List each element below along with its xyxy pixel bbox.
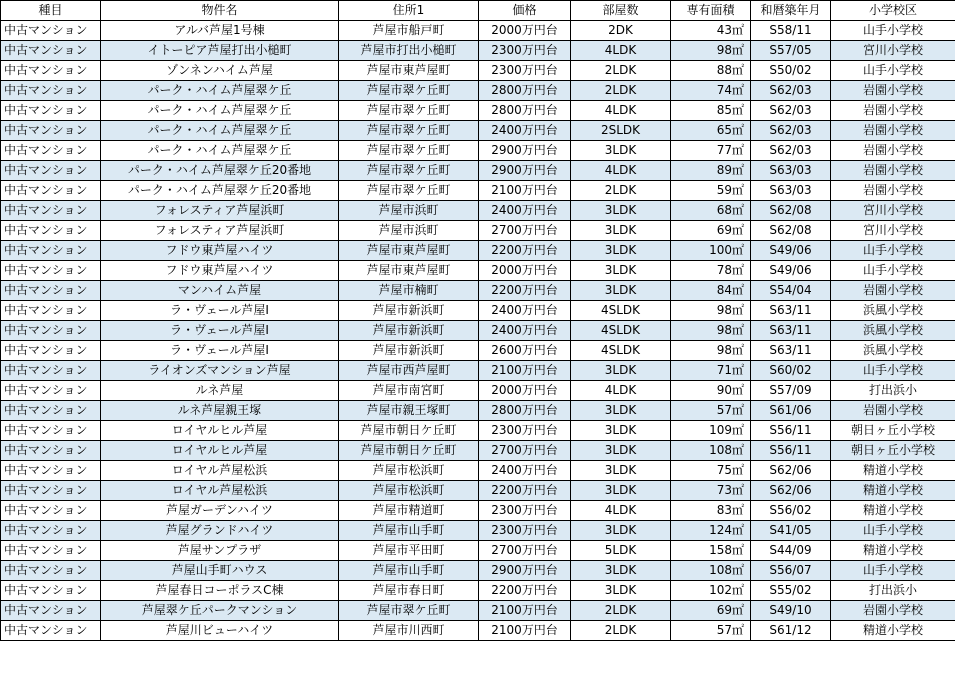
table-row [1, 261, 955, 281]
cell-area: 75㎡ [671, 461, 751, 481]
cell-address: 芦屋市松浜町 [339, 481, 479, 501]
cell-school: 精道小学校 [831, 501, 955, 521]
cell-built: S61/12 [751, 621, 831, 641]
table-row [1, 601, 955, 621]
cell-price: 2200万円台 [479, 481, 571, 501]
cell-school: 精道小学校 [831, 461, 955, 481]
cell-area: 100㎡ [671, 241, 751, 261]
cell-type: 中古マンション [1, 241, 101, 261]
cell-built: S63/11 [751, 301, 831, 321]
cell-type: 中古マンション [1, 81, 101, 101]
header-built: 和暦築年月 [751, 1, 831, 21]
table-row [1, 461, 955, 481]
table-row [1, 581, 955, 601]
cell-built: S49/06 [751, 241, 831, 261]
cell-school: 浜風小学校 [831, 321, 955, 341]
cell-built: S56/11 [751, 441, 831, 461]
cell-property-name: パーク・ハイム芦屋翠ケ丘 [101, 81, 339, 101]
cell-rooms: 3LDK [571, 141, 671, 161]
table-row [1, 281, 955, 301]
cell-school: 精道小学校 [831, 481, 955, 501]
cell-rooms: 3LDK [571, 221, 671, 241]
cell-type: 中古マンション [1, 221, 101, 241]
cell-type: 中古マンション [1, 441, 101, 461]
cell-area: 108㎡ [671, 441, 751, 461]
cell-rooms: 4LDK [571, 41, 671, 61]
table-row [1, 221, 955, 241]
cell-property-name: 芦屋サンプラザ [101, 541, 339, 561]
cell-price: 2200万円台 [479, 581, 571, 601]
cell-rooms: 4SLDK [571, 341, 671, 361]
cell-area: 57㎡ [671, 621, 751, 641]
cell-school: 山手小学校 [831, 561, 955, 581]
cell-type: 中古マンション [1, 501, 101, 521]
cell-type: 中古マンション [1, 41, 101, 61]
header-type: 種目 [1, 1, 101, 21]
cell-address: 芦屋市打出小槌町 [339, 41, 479, 61]
cell-property-name: アルバ芦屋1号棟 [101, 21, 339, 41]
cell-address: 芦屋市浜町 [339, 201, 479, 221]
cell-address: 芦屋市新浜町 [339, 321, 479, 341]
cell-price: 2000万円台 [479, 261, 571, 281]
cell-school: 朝日ヶ丘小学校 [831, 441, 955, 461]
cell-built: S57/09 [751, 381, 831, 401]
cell-type: 中古マンション [1, 181, 101, 201]
cell-type: 中古マンション [1, 301, 101, 321]
cell-rooms: 2LDK [571, 621, 671, 641]
cell-rooms: 3LDK [571, 461, 671, 481]
table-row [1, 41, 955, 61]
cell-address: 芦屋市東芦屋町 [339, 261, 479, 281]
cell-address: 芦屋市南宮町 [339, 381, 479, 401]
cell-type: 中古マンション [1, 561, 101, 581]
cell-property-name: 芦屋翠ケ丘パークマンション [101, 601, 339, 621]
cell-built: S63/11 [751, 321, 831, 341]
cell-address: 芦屋市平田町 [339, 541, 479, 561]
cell-rooms: 3LDK [571, 481, 671, 501]
cell-area: 124㎡ [671, 521, 751, 541]
cell-built: S62/06 [751, 481, 831, 501]
cell-built: S41/05 [751, 521, 831, 541]
cell-property-name: 芦屋ガーデンハイツ [101, 501, 339, 521]
cell-built: S55/02 [751, 581, 831, 601]
cell-school: 岩園小学校 [831, 601, 955, 621]
cell-address: 芦屋市翠ケ丘町 [339, 101, 479, 121]
cell-rooms: 3LDK [571, 241, 671, 261]
cell-rooms: 3LDK [571, 201, 671, 221]
cell-rooms: 2LDK [571, 181, 671, 201]
cell-type: 中古マンション [1, 361, 101, 381]
cell-school: 宮川小学校 [831, 201, 955, 221]
table-row [1, 321, 955, 341]
cell-rooms: 3LDK [571, 261, 671, 281]
cell-property-name: ラ・ヴェール芦屋Ⅰ [101, 301, 339, 321]
cell-rooms: 3LDK [571, 581, 671, 601]
cell-price: 2100万円台 [479, 181, 571, 201]
cell-area: 98㎡ [671, 301, 751, 321]
cell-address: 芦屋市親王塚町 [339, 401, 479, 421]
cell-price: 2800万円台 [479, 401, 571, 421]
cell-school: 宮川小学校 [831, 221, 955, 241]
cell-property-name: フォレスティア芦屋浜町 [101, 201, 339, 221]
cell-built: S56/02 [751, 501, 831, 521]
cell-built: S62/06 [751, 461, 831, 481]
cell-built: S57/05 [751, 41, 831, 61]
cell-rooms: 2LDK [571, 601, 671, 621]
cell-price: 2100万円台 [479, 361, 571, 381]
cell-area: 90㎡ [671, 381, 751, 401]
cell-type: 中古マンション [1, 581, 101, 601]
cell-rooms: 3LDK [571, 421, 671, 441]
cell-type: 中古マンション [1, 401, 101, 421]
cell-property-name: ラ・ヴェール芦屋Ⅰ [101, 341, 339, 361]
cell-price: 2400万円台 [479, 461, 571, 481]
cell-built: S62/08 [751, 201, 831, 221]
cell-rooms: 3LDK [571, 561, 671, 581]
cell-property-name: 芦屋春日コーポラスC棟 [101, 581, 339, 601]
cell-school: 朝日ヶ丘小学校 [831, 421, 955, 441]
cell-area: 69㎡ [671, 221, 751, 241]
cell-property-name: ゾンネンハイム芦屋 [101, 61, 339, 81]
cell-price: 2300万円台 [479, 61, 571, 81]
cell-address: 芦屋市春日町 [339, 581, 479, 601]
cell-type: 中古マンション [1, 201, 101, 221]
table-row [1, 101, 955, 121]
table-body [1, 21, 955, 641]
cell-address: 芦屋市朝日ケ丘町 [339, 421, 479, 441]
cell-rooms: 3LDK [571, 281, 671, 301]
cell-school: 打出浜小 [831, 581, 955, 601]
header-address: 住所1 [339, 1, 479, 21]
cell-rooms: 4LDK [571, 101, 671, 121]
cell-address: 芦屋市翠ケ丘町 [339, 81, 479, 101]
cell-property-name: 芦屋川ビューハイツ [101, 621, 339, 641]
cell-price: 2700万円台 [479, 221, 571, 241]
cell-area: 57㎡ [671, 401, 751, 421]
cell-property-name: パーク・ハイム芦屋翠ケ丘 [101, 121, 339, 141]
cell-price: 2900万円台 [479, 141, 571, 161]
cell-address: 芦屋市山手町 [339, 561, 479, 581]
cell-address: 芦屋市東芦屋町 [339, 61, 479, 81]
cell-type: 中古マンション [1, 281, 101, 301]
cell-school: 山手小学校 [831, 61, 955, 81]
cell-type: 中古マンション [1, 481, 101, 501]
cell-rooms: 5LDK [571, 541, 671, 561]
cell-school: 岩園小学校 [831, 161, 955, 181]
cell-property-name: ルネ芦屋 [101, 381, 339, 401]
cell-area: 83㎡ [671, 501, 751, 521]
cell-built: S62/03 [751, 141, 831, 161]
cell-address: 芦屋市東芦屋町 [339, 241, 479, 261]
cell-type: 中古マンション [1, 121, 101, 141]
cell-price: 2300万円台 [479, 501, 571, 521]
cell-address: 芦屋市翠ケ丘町 [339, 601, 479, 621]
cell-area: 74㎡ [671, 81, 751, 101]
cell-school: 岩園小学校 [831, 81, 955, 101]
cell-school: 岩園小学校 [831, 101, 955, 121]
cell-property-name: 芦屋グランドハイツ [101, 521, 339, 541]
cell-rooms: 4SLDK [571, 321, 671, 341]
cell-price: 2900万円台 [479, 561, 571, 581]
cell-price: 2000万円台 [479, 21, 571, 41]
cell-area: 84㎡ [671, 281, 751, 301]
cell-school: 山手小学校 [831, 241, 955, 261]
cell-school: 精道小学校 [831, 541, 955, 561]
cell-address: 芦屋市山手町 [339, 521, 479, 541]
header-row [1, 1, 955, 21]
cell-address: 芦屋市新浜町 [339, 301, 479, 321]
cell-address: 芦屋市浜町 [339, 221, 479, 241]
cell-type: 中古マンション [1, 521, 101, 541]
cell-property-name: パーク・ハイム芦屋翠ケ丘 [101, 141, 339, 161]
cell-area: 78㎡ [671, 261, 751, 281]
cell-price: 2400万円台 [479, 201, 571, 221]
cell-built: S63/03 [751, 181, 831, 201]
cell-type: 中古マンション [1, 141, 101, 161]
cell-price: 2600万円台 [479, 341, 571, 361]
cell-type: 中古マンション [1, 61, 101, 81]
cell-rooms: 4LDK [571, 381, 671, 401]
cell-rooms: 2DK [571, 21, 671, 41]
cell-type: 中古マンション [1, 21, 101, 41]
cell-price: 2400万円台 [479, 121, 571, 141]
cell-area: 109㎡ [671, 421, 751, 441]
cell-address: 芦屋市川西町 [339, 621, 479, 641]
cell-address: 芦屋市松浜町 [339, 461, 479, 481]
table-row [1, 141, 955, 161]
cell-property-name: ロイヤル芦屋松浜 [101, 481, 339, 501]
cell-area: 59㎡ [671, 181, 751, 201]
cell-type: 中古マンション [1, 161, 101, 181]
cell-school: 岩園小学校 [831, 121, 955, 141]
table-row [1, 181, 955, 201]
cell-price: 2400万円台 [479, 321, 571, 341]
cell-area: 43㎡ [671, 21, 751, 41]
cell-address: 芦屋市楠町 [339, 281, 479, 301]
table-row [1, 361, 955, 381]
cell-school: 岩園小学校 [831, 401, 955, 421]
cell-built: S63/11 [751, 341, 831, 361]
cell-school: 岩園小学校 [831, 281, 955, 301]
cell-address: 芦屋市船戸町 [339, 21, 479, 41]
table-row [1, 621, 955, 641]
cell-area: 102㎡ [671, 581, 751, 601]
cell-rooms: 4SLDK [571, 301, 671, 321]
cell-area: 98㎡ [671, 321, 751, 341]
cell-price: 2300万円台 [479, 421, 571, 441]
table-row [1, 121, 955, 141]
cell-area: 108㎡ [671, 561, 751, 581]
cell-rooms: 3LDK [571, 441, 671, 461]
cell-rooms: 3LDK [571, 521, 671, 541]
cell-price: 2800万円台 [479, 81, 571, 101]
cell-school: 浜風小学校 [831, 301, 955, 321]
cell-school: 山手小学校 [831, 361, 955, 381]
cell-type: 中古マンション [1, 341, 101, 361]
cell-property-name: パーク・ハイム芦屋翠ケ丘20番地 [101, 161, 339, 181]
cell-type: 中古マンション [1, 461, 101, 481]
cell-built: S50/02 [751, 61, 831, 81]
cell-type: 中古マンション [1, 381, 101, 401]
cell-school: 山手小学校 [831, 21, 955, 41]
cell-school: 山手小学校 [831, 261, 955, 281]
cell-school: 岩園小学校 [831, 141, 955, 161]
cell-property-name: ロイヤル芦屋松浜 [101, 461, 339, 481]
cell-school: 宮川小学校 [831, 41, 955, 61]
cell-property-name: ライオンズマンション芦屋 [101, 361, 339, 381]
table-row [1, 61, 955, 81]
table-row [1, 381, 955, 401]
cell-price: 2700万円台 [479, 441, 571, 461]
cell-rooms: 2SLDK [571, 121, 671, 141]
cell-price: 2000万円台 [479, 381, 571, 401]
cell-price: 2100万円台 [479, 621, 571, 641]
cell-built: S61/06 [751, 401, 831, 421]
table-row [1, 241, 955, 261]
cell-price: 2200万円台 [479, 281, 571, 301]
table-row [1, 421, 955, 441]
cell-rooms: 2LDK [571, 81, 671, 101]
header-price: 価格 [479, 1, 571, 21]
cell-built: S49/06 [751, 261, 831, 281]
cell-school: 浜風小学校 [831, 341, 955, 361]
table-row [1, 541, 955, 561]
cell-built: S62/03 [751, 121, 831, 141]
table-row [1, 521, 955, 541]
cell-rooms: 3LDK [571, 401, 671, 421]
cell-address: 芦屋市翠ケ丘町 [339, 121, 479, 141]
table-row [1, 501, 955, 521]
cell-type: 中古マンション [1, 421, 101, 441]
cell-rooms: 2LDK [571, 61, 671, 81]
table-row [1, 441, 955, 461]
cell-price: 2300万円台 [479, 41, 571, 61]
cell-property-name: ラ・ヴェール芦屋Ⅰ [101, 321, 339, 341]
cell-rooms: 4LDK [571, 501, 671, 521]
cell-address: 芦屋市翠ケ丘町 [339, 181, 479, 201]
table-row [1, 201, 955, 221]
header-property-name: 物件名 [101, 1, 339, 21]
cell-price: 2100万円台 [479, 601, 571, 621]
cell-property-name: フォレスティア芦屋浜町 [101, 221, 339, 241]
cell-school: 精道小学校 [831, 621, 955, 641]
cell-school: 打出浜小 [831, 381, 955, 401]
cell-price: 2200万円台 [479, 241, 571, 261]
cell-area: 68㎡ [671, 201, 751, 221]
cell-area: 85㎡ [671, 101, 751, 121]
cell-price: 2300万円台 [479, 521, 571, 541]
cell-area: 69㎡ [671, 601, 751, 621]
cell-address: 芦屋市翠ケ丘町 [339, 141, 479, 161]
cell-address: 芦屋市朝日ケ丘町 [339, 441, 479, 461]
cell-property-name: イトーピア芦屋打出小槌町 [101, 41, 339, 61]
cell-built: S62/03 [751, 101, 831, 121]
cell-area: 71㎡ [671, 361, 751, 381]
cell-property-name: ロイヤルヒル芦屋 [101, 421, 339, 441]
cell-property-name: ロイヤルヒル芦屋 [101, 441, 339, 461]
cell-type: 中古マンション [1, 621, 101, 641]
cell-type: 中古マンション [1, 321, 101, 341]
table-row [1, 401, 955, 421]
cell-property-name: パーク・ハイム芦屋翠ケ丘20番地 [101, 181, 339, 201]
cell-area: 77㎡ [671, 141, 751, 161]
cell-built: S62/08 [751, 221, 831, 241]
cell-property-name: マンハイム芦屋 [101, 281, 339, 301]
cell-rooms: 4LDK [571, 161, 671, 181]
cell-school: 岩園小学校 [831, 181, 955, 201]
cell-built: S60/02 [751, 361, 831, 381]
cell-address: 芦屋市新浜町 [339, 341, 479, 361]
header-rooms: 部屋数 [571, 1, 671, 21]
header-school: 小学校区 [831, 1, 955, 21]
cell-property-name: フドウ東芦屋ハイツ [101, 241, 339, 261]
cell-property-name: ルネ芦屋親王塚 [101, 401, 339, 421]
cell-area: 98㎡ [671, 41, 751, 61]
cell-type: 中古マンション [1, 261, 101, 281]
cell-rooms: 3LDK [571, 361, 671, 381]
table-row [1, 21, 955, 41]
cell-type: 中古マンション [1, 601, 101, 621]
cell-address: 芦屋市翠ケ丘町 [339, 161, 479, 181]
table-row [1, 161, 955, 181]
cell-type: 中古マンション [1, 101, 101, 121]
cell-area: 98㎡ [671, 341, 751, 361]
cell-property-name: 芦屋山手町ハウス [101, 561, 339, 581]
cell-area: 65㎡ [671, 121, 751, 141]
cell-built: S56/07 [751, 561, 831, 581]
table-row [1, 301, 955, 321]
table-row [1, 341, 955, 361]
cell-built: S44/09 [751, 541, 831, 561]
cell-property-name: パーク・ハイム芦屋翠ケ丘 [101, 101, 339, 121]
cell-price: 2800万円台 [479, 101, 571, 121]
cell-built: S63/03 [751, 161, 831, 181]
cell-address: 芦屋市西芦屋町 [339, 361, 479, 381]
cell-built: S49/10 [751, 601, 831, 621]
table-row [1, 561, 955, 581]
cell-built: S54/04 [751, 281, 831, 301]
cell-address: 芦屋市精道町 [339, 501, 479, 521]
cell-price: 2900万円台 [479, 161, 571, 181]
cell-area: 73㎡ [671, 481, 751, 501]
cell-property-name: フドウ東芦屋ハイツ [101, 261, 339, 281]
cell-type: 中古マンション [1, 541, 101, 561]
header-area: 専有面積 [671, 1, 751, 21]
cell-area: 89㎡ [671, 161, 751, 181]
cell-area: 158㎡ [671, 541, 751, 561]
cell-area: 88㎡ [671, 61, 751, 81]
cell-price: 2700万円台 [479, 541, 571, 561]
cell-school: 山手小学校 [831, 521, 955, 541]
cell-price: 2400万円台 [479, 301, 571, 321]
cell-built: S56/11 [751, 421, 831, 441]
table-row [1, 481, 955, 501]
cell-built: S58/11 [751, 21, 831, 41]
cell-built: S62/03 [751, 81, 831, 101]
table-row [1, 81, 955, 101]
